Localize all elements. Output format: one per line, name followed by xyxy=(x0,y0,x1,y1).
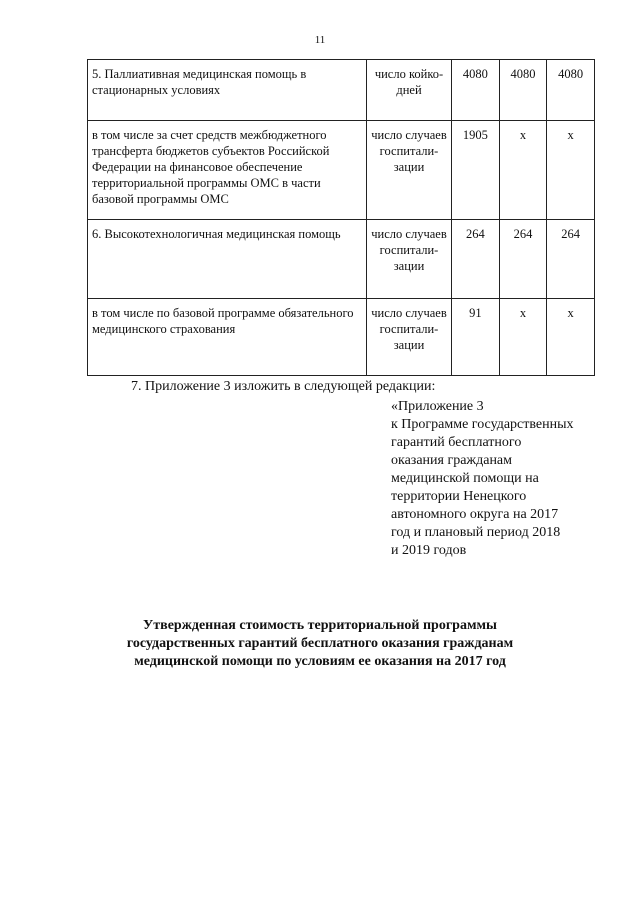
row-value-2018: х xyxy=(499,299,547,376)
row-value-2019: х xyxy=(547,299,595,376)
table-row xyxy=(88,121,595,220)
row-value-2017: 4080 xyxy=(452,60,500,121)
row-value-2019: х xyxy=(547,121,595,220)
row-value-2017: 91 xyxy=(452,299,500,376)
table-row xyxy=(88,299,595,376)
appendix-line: территории Ненецкого xyxy=(391,489,527,504)
row-value-2018: 4080 xyxy=(499,60,547,121)
section-title xyxy=(0,617,640,671)
table-row xyxy=(88,220,595,299)
appendix-line: и 2019 годов xyxy=(391,543,467,558)
row-value-2017: 264 xyxy=(452,220,500,299)
row-name: 6. Высокотехнологичная медицинская помощь xyxy=(88,220,367,299)
appendix-line: автономного округа на 2017 xyxy=(391,507,559,522)
row-value-2019: 4080 xyxy=(547,60,595,121)
appendix-line: оказания гражданам xyxy=(391,453,513,468)
appendix-line: гарантий бесплатного xyxy=(391,435,522,450)
row-name: в том числе по базовой программе обязательного медицинского страхования xyxy=(88,299,367,376)
volume-table xyxy=(87,59,595,376)
page-number: 11 xyxy=(314,34,326,46)
amendment-instruction: 7. Приложение 3 изложить в следующей редакции: xyxy=(131,379,436,394)
title-line: Утвержденная стоимость территориальной программы xyxy=(143,618,497,633)
appendix-line: год и плановый период 2018 xyxy=(391,525,561,540)
row-unit: число случаев госпитали-зации xyxy=(367,299,452,376)
row-value-2018: х xyxy=(499,121,547,220)
row-unit: число койко-дней xyxy=(367,60,452,121)
table-row xyxy=(88,60,595,121)
appendix-line: «Приложение 3 xyxy=(391,399,484,414)
row-unit: число случаев госпитали-зации xyxy=(367,220,452,299)
appendix-reference xyxy=(391,398,601,560)
title-line: медицинской помощи по условиям ее оказания на 2017 год xyxy=(134,654,506,669)
appendix-line: к Программе государственных xyxy=(391,417,574,432)
appendix-line: медицинской помощи на xyxy=(391,471,539,486)
row-name: 5. Паллиативная медицинская помощь в стационарных условиях xyxy=(88,60,367,121)
row-value-2018: 264 xyxy=(499,220,547,299)
row-value-2017: 1905 xyxy=(452,121,500,220)
row-name: в том числе за счет средств межбюджетного трансферта бюджетов субъектов Российской Федерации на финансовое обеспечение территориальной программы ОМС в части базовой программы ОМС xyxy=(88,121,367,220)
title-line: государственных гарантий бесплатного оказания гражданам xyxy=(126,636,514,651)
row-value-2019: 264 xyxy=(547,220,595,299)
row-unit: число случаев госпитали-зации xyxy=(367,121,452,220)
